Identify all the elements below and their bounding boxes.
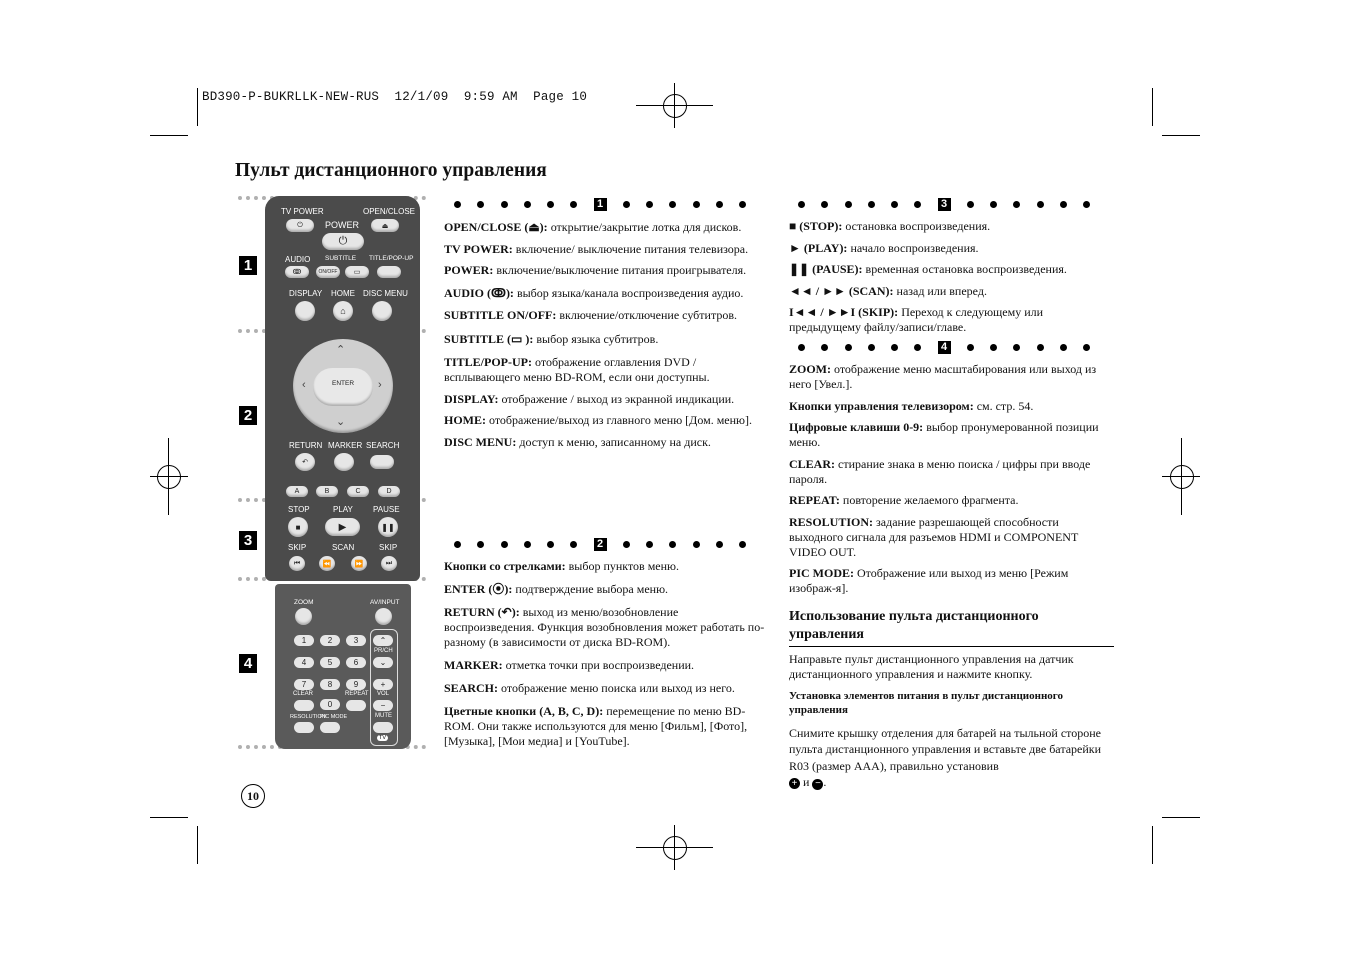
open-close-label: OPEN/CLOSE bbox=[363, 207, 416, 216]
tv-badge: TV bbox=[379, 735, 387, 741]
digit-6-button: 6 bbox=[346, 657, 366, 668]
digit-1-button: 1 bbox=[294, 635, 314, 646]
marker-button bbox=[334, 453, 354, 471]
home-button: ⌂ bbox=[333, 301, 353, 321]
column-2-section-3 bbox=[789, 219, 1115, 342]
section-4-marker: 4 bbox=[938, 341, 951, 354]
return-button: ↶ bbox=[295, 453, 315, 471]
usage-text: Направьте пульт дистанционного управления на датчик дистанционного управления и нажмите кнопку. bbox=[789, 652, 1074, 681]
enter-label: ENTER bbox=[331, 379, 355, 387]
scan-label: SCAN bbox=[332, 543, 355, 552]
subtitle-onoff-button bbox=[316, 266, 340, 278]
volume-down-button: − bbox=[373, 700, 393, 711]
item-digit-keys: Цифровые клавиши 0-9: выбор пронумерованной позиции меню. bbox=[789, 420, 1099, 449]
channel-up-button: ⌃ bbox=[373, 635, 393, 646]
color-button-c: C bbox=[347, 486, 369, 497]
arrow-down-icon: ⌄ bbox=[336, 416, 346, 428]
minus-icon: − bbox=[812, 779, 823, 790]
audio-label: AUDIO bbox=[285, 255, 311, 264]
column-1-section-1 bbox=[444, 220, 766, 456]
skip-forward-button: ⏭ bbox=[381, 556, 397, 571]
marker-label: MARKER bbox=[328, 441, 363, 450]
pause-label: PAUSE bbox=[373, 505, 400, 514]
mute-label: MUTE bbox=[375, 713, 392, 719]
section-3-divider bbox=[798, 197, 1090, 211]
battery-heading: Установка элементов питания в пульт дистанционного управления bbox=[789, 689, 1064, 716]
item-disc-menu: DISC MENU: доступ к меню, записанному на диск. bbox=[444, 434, 711, 449]
digit-3-button: 3 bbox=[346, 635, 366, 646]
item-arrows: Кнопки со стрелками: выбор пунктов меню. bbox=[444, 559, 680, 573]
scan-back-button: ⏪ bbox=[319, 556, 335, 571]
repeat-button bbox=[346, 700, 366, 711]
item-display: DISPLAY: отображение / выход из экранной индикации. bbox=[444, 391, 735, 406]
item-color-buttons: Цветные кнопки (A, B, C, D): перемещение по меню BD-ROM. Они также используются для меню [Фильм], [Фото], [Музыка], [Мои медиа] и [YouTube]. bbox=[444, 704, 748, 748]
disc-menu-label: DISC MENU bbox=[363, 289, 408, 298]
usage-section bbox=[789, 652, 1115, 797]
pr-ch-label: PR/CH bbox=[374, 648, 393, 654]
av-input-label: AV/INPUT bbox=[370, 599, 400, 606]
title-popup-label: TITLE/POP-UP bbox=[369, 255, 414, 262]
battery-text: Снимите крышку отделения для батарей на тыльной стороне пульта дистанционного управления и вставьте две батарейки R03 (размер AAA), правильно установив + и − . bbox=[789, 725, 1102, 789]
section-3-marker: 3 bbox=[938, 198, 951, 211]
arrow-up-icon: ⌃ bbox=[336, 344, 346, 356]
repeat-label: REPEAT bbox=[345, 691, 369, 697]
digit-9-button: 9 bbox=[346, 679, 366, 690]
skip-right-label: SKIP bbox=[379, 543, 398, 552]
mute-button bbox=[373, 722, 393, 733]
resolution-label: RESOLUTION bbox=[290, 714, 326, 720]
remote-control-illustration bbox=[265, 196, 420, 751]
open-close-button: ⏏ bbox=[371, 219, 399, 232]
item-tv-controls: Кнопки управления телевизором: см. стр. 54. bbox=[789, 398, 1034, 413]
return-label: RETURN bbox=[289, 441, 323, 450]
volume-up-button: + bbox=[373, 679, 393, 690]
item-scan: ◄◄ / ►► (SCAN): назад или вперед. bbox=[789, 283, 987, 298]
section-2-divider bbox=[454, 537, 746, 551]
item-enter: ENTER (⦿): подтверждение выбора меню. bbox=[444, 582, 669, 596]
page-title: Пульт дистанционного управления bbox=[235, 160, 547, 181]
section-2-marker: 2 bbox=[594, 538, 607, 551]
skip-left-label: SKIP bbox=[288, 543, 307, 552]
skip-back-button: ⏮ bbox=[289, 556, 305, 571]
digit-5-button: 5 bbox=[320, 657, 340, 668]
crop-mark bbox=[1162, 817, 1200, 818]
audio-button: ↂ bbox=[285, 266, 309, 278]
search-button bbox=[370, 455, 394, 469]
plus-icon: + bbox=[789, 778, 800, 789]
stop-label: STOP bbox=[288, 505, 310, 514]
power-button: ⏻ bbox=[322, 233, 364, 250]
item-resolution: RESOLUTION: задание разрешающей способности выходного сигнала для разъемов HDMI и COMPONENT VIDEO OUT. bbox=[789, 514, 1079, 559]
item-pic-mode: PIC MODE: Отображение или выход из меню [Режим изображ-я]. bbox=[789, 566, 1069, 595]
item-power: POWER: включение/выключение питания проигрывателя. bbox=[444, 263, 747, 277]
digit-0-button: 0 bbox=[320, 699, 340, 710]
item-clear: CLEAR: стирание знака в меню поиска / цифры при вводе пароля. bbox=[789, 456, 1091, 486]
item-audio: AUDIO (ↂ): выбор языка/канала воспроизведения аудио. bbox=[444, 285, 744, 300]
crop-mark bbox=[150, 817, 188, 818]
clear-label: CLEAR bbox=[293, 691, 314, 697]
subtitle-label: SUBTITLE bbox=[325, 255, 357, 262]
color-button-a: A bbox=[286, 486, 308, 497]
item-subtitle-on-off: SUBTITLE ON/OFF: включение/отключение субтитров. bbox=[444, 308, 737, 322]
clear-button bbox=[294, 700, 314, 711]
zoom-button bbox=[295, 608, 312, 625]
digit-8-button: 8 bbox=[320, 679, 340, 690]
section-number-3: 3 bbox=[239, 531, 257, 550]
play-label: PLAY bbox=[333, 505, 353, 514]
crop-mark bbox=[197, 88, 198, 126]
item-pause: ❚❚ (PAUSE): временная остановка воспроизведения. bbox=[789, 262, 1067, 276]
item-subtitle: SUBTITLE (▭ ): выбор языка субтитров. bbox=[444, 332, 659, 346]
crop-mark bbox=[1152, 88, 1153, 126]
print-slug: BD390-P-BUKRLLK-NEW-RUS 12/1/09 9:59 AM Page 10 bbox=[202, 90, 588, 104]
item-title-popup: TITLE/POP-UP: отображение оглавления DVD / всплывающего меню BD-ROM, если они доступны. bbox=[444, 355, 710, 384]
enter-button bbox=[313, 368, 373, 406]
tv-power-label: TV POWER bbox=[281, 207, 324, 216]
page-number: 10 bbox=[241, 784, 265, 808]
zoom-label: ZOOM bbox=[294, 599, 314, 606]
pic-mode-button bbox=[320, 722, 340, 733]
pic-mode-label: PIC MODE bbox=[320, 714, 348, 720]
section-1-marker: 1 bbox=[594, 198, 607, 211]
digit-7-button: 7 bbox=[294, 679, 314, 690]
play-button: ▶ bbox=[325, 518, 360, 536]
scan-forward-button: ⏩ bbox=[351, 556, 367, 571]
display-button bbox=[295, 301, 315, 321]
usage-heading: Использование пульта дистанционного управления bbox=[789, 608, 1114, 647]
item-open-close: OPEN/CLOSE (⏏): открытие/закрытие лотка для дисков. bbox=[444, 220, 742, 234]
item-home: HOME: отображение/выход из главного меню [Дом. меню]. bbox=[444, 413, 753, 427]
digit-4-button: 4 bbox=[294, 657, 314, 668]
tv-power-button: ⏻ bbox=[286, 219, 314, 232]
crop-mark bbox=[1162, 135, 1200, 136]
item-play: ► (PLAY): начало воспроизведения. bbox=[789, 240, 979, 255]
pause-button: ❚❚ bbox=[378, 517, 398, 537]
display-label: DISPLAY bbox=[289, 289, 323, 298]
channel-down-button: ⌄ bbox=[373, 657, 393, 668]
item-marker: MARKER: отметка точки при воспроизведении. bbox=[444, 658, 695, 672]
av-input-button bbox=[375, 608, 392, 625]
color-button-b: B bbox=[316, 486, 338, 497]
column-1-section-2 bbox=[444, 559, 766, 756]
section-1-divider bbox=[454, 197, 746, 211]
stop-button: ■ bbox=[288, 517, 308, 537]
vol-label: VOL bbox=[377, 691, 390, 697]
resolution-button bbox=[294, 722, 314, 733]
arrow-right-icon: › bbox=[378, 379, 382, 391]
crop-mark bbox=[197, 826, 198, 864]
item-zoom: ZOOM: отображение меню масштабирования или выход из него [Увел.]. bbox=[789, 362, 1097, 391]
arrow-left-icon: ‹ bbox=[302, 379, 306, 391]
item-search: SEARCH: отображение меню поиска или выход из него. bbox=[444, 681, 735, 695]
title-popup-button bbox=[377, 266, 401, 278]
section-4-divider bbox=[798, 340, 1090, 354]
section-number-1: 1 bbox=[239, 256, 257, 275]
item-return: RETURN (↶): выход из меню/возобновление воспроизведения. Функция возобновления может работать по-разному (в зависимости от диска BD-ROM). bbox=[444, 605, 765, 649]
section-number-2: 2 bbox=[239, 406, 257, 425]
color-button-d: D bbox=[378, 486, 400, 497]
column-2-section-4 bbox=[789, 362, 1115, 603]
crop-mark bbox=[1152, 826, 1153, 864]
item-repeat: REPEAT: повторение желаемого фрагмента. bbox=[789, 493, 1019, 507]
crop-mark bbox=[150, 135, 188, 136]
digit-2-button: 2 bbox=[320, 635, 340, 646]
home-label: HOME bbox=[331, 289, 355, 298]
power-label: POWER bbox=[325, 220, 360, 230]
section-number-4: 4 bbox=[239, 654, 257, 673]
item-skip: I◄◄ / ►►I (SKIP): Переход к следующему или предыдущему файлу/записи/главе. bbox=[789, 305, 1044, 334]
item-stop: ■ (STOP): остановка воспроизведения. bbox=[789, 219, 991, 233]
disc-menu-button bbox=[372, 301, 392, 321]
on-off-label: ON/OFF bbox=[318, 269, 338, 275]
subtitle-button: ▭ bbox=[345, 266, 369, 278]
search-label: SEARCH bbox=[366, 441, 400, 450]
item-tv-power: TV POWER: включение/ выключение питания телевизора. bbox=[444, 241, 749, 256]
